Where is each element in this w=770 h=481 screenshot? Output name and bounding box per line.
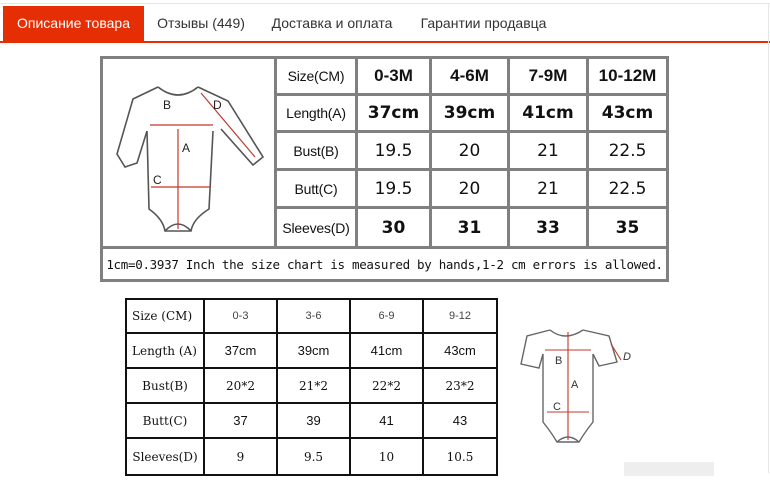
table-cell: 9.5 [278, 439, 349, 474]
table-cell: 20 [432, 133, 507, 168]
content-border-right [768, 3, 769, 473]
table-cell: 10.5 [424, 439, 496, 474]
tab-description[interactable]: Описание товара [3, 6, 144, 41]
size-header-label: Size(CM) [277, 59, 355, 93]
table-cell: 9 [205, 439, 276, 474]
row-label-butt: Butt(C) [127, 404, 203, 437]
size-header-1: 4-6M [432, 59, 507, 93]
size-header-1: 3-6 [278, 300, 349, 332]
diagram-letter-d: D [623, 351, 631, 363]
diagram-letter-a: A [182, 141, 191, 155]
table-cell: 21 [510, 171, 586, 206]
diagram-letter-b: B [163, 98, 172, 112]
size-header-2: 6-9 [351, 300, 422, 332]
size-chart-short-sleeve [125, 298, 498, 476]
table-cell: 21 [510, 133, 586, 168]
row-label-sleeves: Sleeves(D) [127, 439, 203, 474]
row-label-length: Length (A) [127, 334, 203, 367]
tab-guarantees[interactable]: Гарантии продавца [420, 15, 547, 31]
table-cell: 19.5 [358, 133, 429, 168]
table-cell: 22.5 [589, 171, 666, 206]
table-cell: 39cm [278, 334, 349, 367]
table-cell: 30 [358, 209, 429, 246]
size-header-3: 10-12M [589, 59, 666, 93]
table-cell: 33 [510, 209, 586, 246]
row-label-bust: Bust(B) [127, 369, 203, 402]
table-cell: 39 [278, 404, 349, 437]
table-cell: 22.5 [589, 133, 666, 168]
row-label-length: Length(A) [277, 96, 355, 130]
diagram-letter-c: C [553, 401, 561, 413]
table-cell: 37cm [205, 334, 276, 367]
table-cell: 39cm [432, 96, 507, 130]
table-cell: 20 [432, 171, 507, 206]
row-label-butt: Butt(C) [277, 171, 355, 206]
size-header-0: 0-3 [205, 300, 276, 332]
table-cell: 41cm [510, 96, 586, 130]
table-cell: 19.5 [358, 171, 429, 206]
bottom-gradient [624, 462, 714, 476]
size-header-3: 9-12 [424, 300, 496, 332]
row-label-bust: Bust(B) [277, 133, 355, 168]
diagram-letter-d: D [213, 98, 222, 112]
table-cell: 43cm [589, 96, 666, 130]
size-header-label: Size (CM) [127, 300, 203, 332]
size-header-0: 0-3M [358, 59, 429, 93]
table-cell: 21*2 [278, 369, 349, 402]
tab-shipping[interactable]: Доставка и оплата [271, 15, 393, 31]
table-cell: 41cm [351, 334, 422, 367]
row-label-sleeves: Sleeves(D) [277, 209, 355, 246]
table-cell: 37cm [358, 96, 429, 130]
diagram-letter-b: B [555, 355, 563, 367]
table-cell: 43cm [424, 334, 496, 367]
diagram-letter-a: A [571, 379, 579, 391]
table-cell: 22*2 [351, 369, 422, 402]
size-chart-note: 1cm=0.3937 Inch the size chart is measured by hands,1-2 cm errors is allowed. [103, 249, 666, 279]
size-chart-long-sleeve [100, 56, 669, 282]
tab-bar [0, 0, 770, 43]
table-cell: 20*2 [205, 369, 276, 402]
table-cell: 10 [351, 439, 422, 474]
table-cell: 43 [424, 404, 496, 437]
bodysuit-short-sleeve-diagram [505, 310, 655, 476]
bodysuit-long-sleeve-diagram [103, 59, 274, 246]
table-cell: 23*2 [424, 369, 496, 402]
table-cell: 41 [351, 404, 422, 437]
diagram-letter-c: C [153, 173, 162, 187]
table-cell: 35 [589, 209, 666, 246]
table-cell: 37 [205, 404, 276, 437]
tab-reviews[interactable]: Отзывы (449) [157, 15, 245, 31]
size-header-2: 7-9M [510, 59, 586, 93]
table-cell: 31 [432, 209, 507, 246]
